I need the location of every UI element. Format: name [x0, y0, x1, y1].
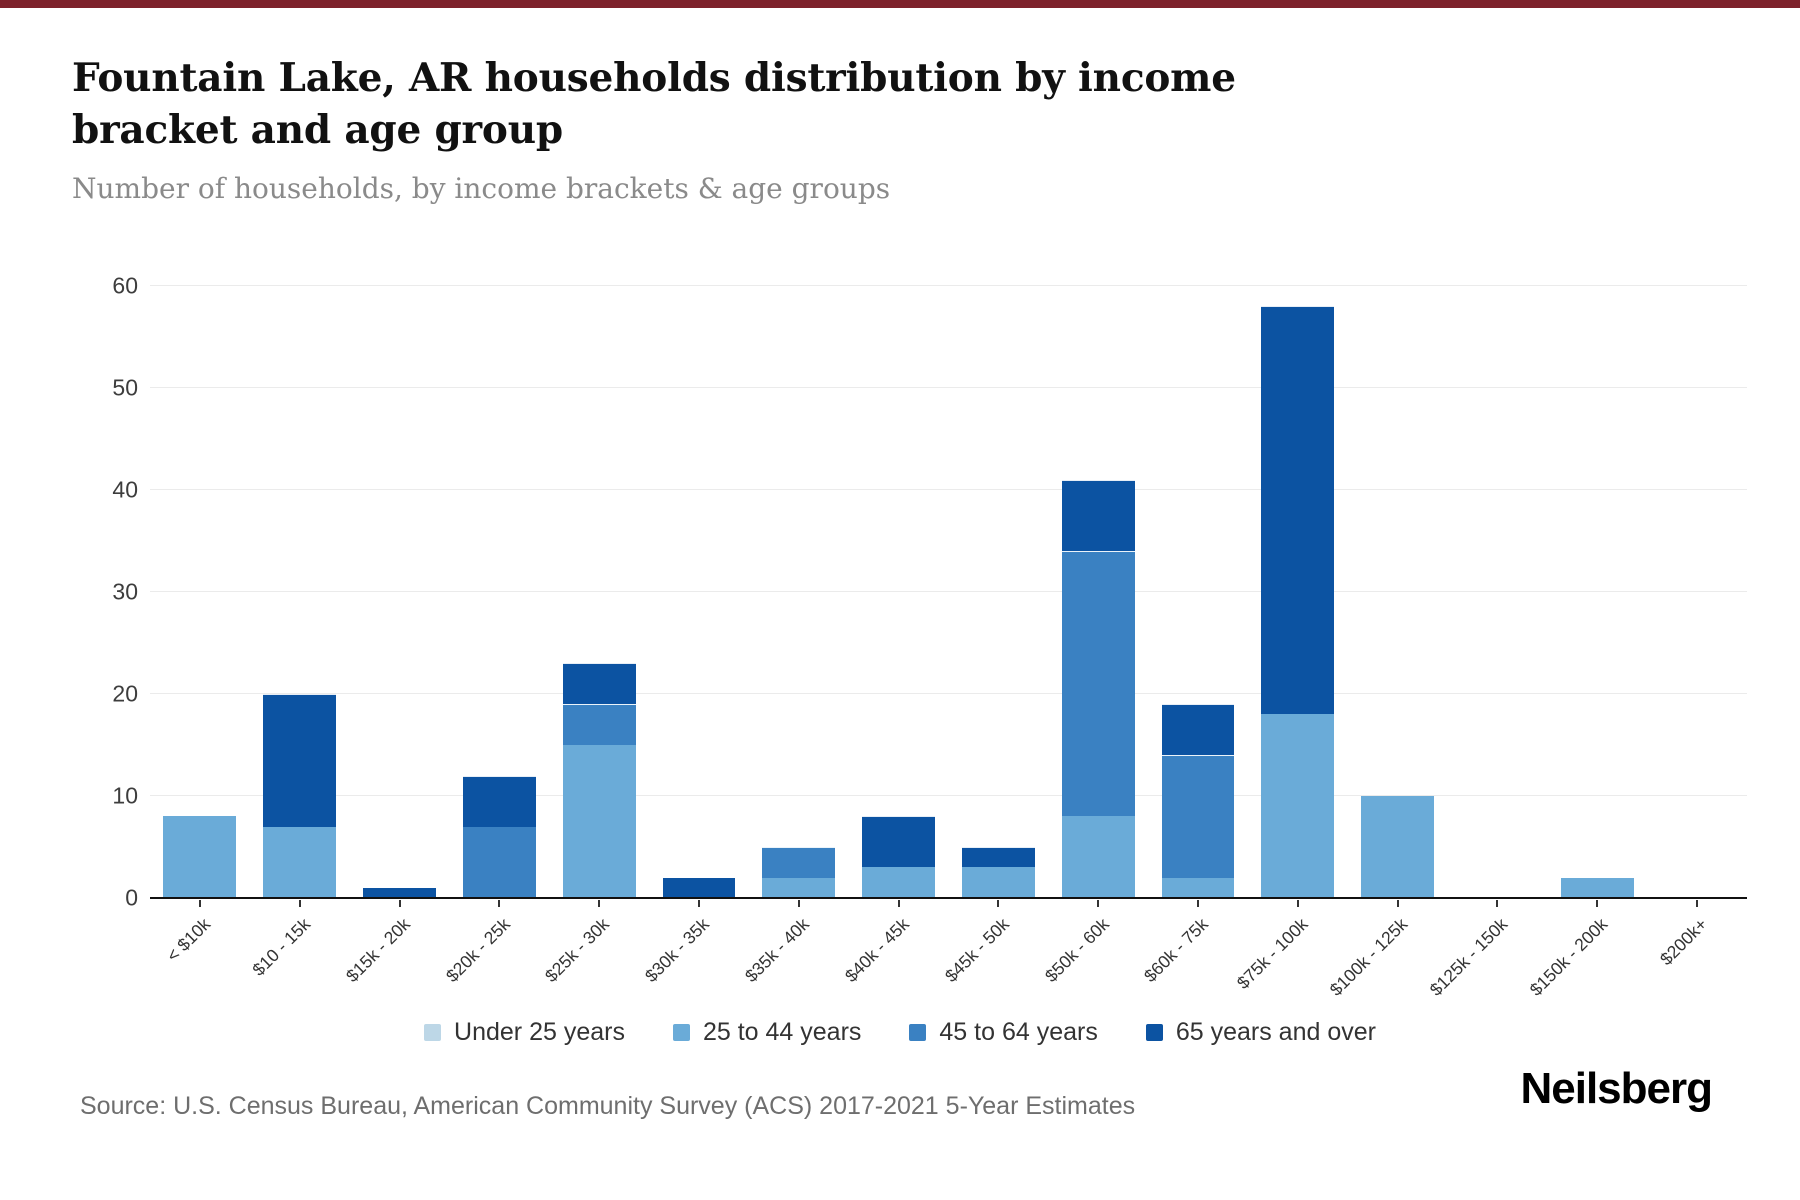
bar-segment[interactable]: [563, 663, 636, 704]
bar-column: [641, 286, 749, 986]
x-axis-tick: [299, 900, 301, 907]
legend-swatch: [673, 1024, 690, 1041]
legend-swatch: [909, 1024, 926, 1041]
legend-item[interactable]: [424, 1018, 625, 1047]
bar-segment[interactable]: [962, 847, 1035, 867]
legend-label: Under 25 years: [454, 1018, 625, 1046]
bar-segment[interactable]: [762, 878, 835, 898]
bar-column: [1647, 286, 1747, 970]
x-axis-tick-label: $150k - 200k: [1525, 914, 1612, 1000]
stacked-bar[interactable]: [463, 286, 536, 898]
bar-segment[interactable]: [263, 694, 336, 827]
x-axis-tick-label: $20k - 25k: [441, 914, 514, 986]
stacked-bar[interactable]: [1261, 286, 1334, 898]
x-axis-tick-label: $100k - 125k: [1326, 914, 1412, 1000]
bar-column: [1140, 286, 1248, 986]
bar-segment[interactable]: [1162, 704, 1235, 755]
stacked-bar[interactable]: [862, 286, 935, 898]
x-axis-tick-label: < $10k: [162, 914, 215, 966]
x-axis-tick-label: $50k - 60k: [1040, 914, 1113, 986]
y-axis-tick-label: 20: [112, 680, 138, 707]
x-axis-tick-label: $75k - 100k: [1233, 914, 1312, 993]
x-axis-tick-label: $35k - 40k: [740, 914, 813, 986]
bar-segment[interactable]: [862, 867, 935, 898]
x-axis-tick-label: $200k+: [1656, 914, 1712, 970]
x-axis-tick-label: $125k - 150k: [1425, 914, 1512, 1000]
top-accent-bar: [0, 0, 1800, 8]
bar-segment[interactable]: [1162, 755, 1235, 877]
x-axis-tick-label: $25k - 30k: [541, 914, 614, 986]
bar-column: [441, 286, 549, 986]
x-axis-tick: [997, 900, 999, 907]
x-axis-tick: [1297, 900, 1299, 907]
source-note: Source: U.S. Census Bureau, American Community Survey (ACS) 2017-2021 5-Year Estimates: [80, 1092, 1136, 1120]
x-axis-tick-label: $40k - 45k: [840, 914, 913, 986]
stacked-bar[interactable]: [163, 286, 236, 898]
bar-column: [840, 286, 949, 986]
bar-segment[interactable]: [762, 847, 835, 878]
chart-legend: [0, 1018, 1800, 1047]
bar-segment[interactable]: [1561, 878, 1634, 898]
legend-swatch: [1146, 1024, 1163, 1041]
stacked-bar[interactable]: [1561, 286, 1634, 898]
chart-title: Fountain Lake, AR households distribution by income bracket and age group: [72, 55, 1236, 154]
x-axis-tick: [1097, 900, 1099, 907]
x-axis-tick: [199, 900, 201, 907]
y-axis-tick-label: 60: [112, 272, 138, 299]
bar-column: [341, 286, 450, 986]
legend-label: 25 to 44 years: [702, 1018, 862, 1046]
bar-segment[interactable]: [163, 816, 236, 898]
y-axis-tick-label: 10: [112, 782, 138, 809]
bar-column: [1233, 286, 1348, 993]
bar-segment[interactable]: [1062, 480, 1135, 551]
stacked-bar[interactable]: [1461, 286, 1534, 898]
bar-column: [1525, 286, 1647, 1000]
x-axis-tick-label: $15k - 20k: [341, 914, 414, 986]
legend-label: 65 years and over: [1175, 1018, 1376, 1046]
stacked-bar[interactable]: [1162, 286, 1235, 898]
x-axis-tick: [1696, 900, 1698, 907]
bar-segment[interactable]: [1062, 816, 1135, 898]
bar-segment[interactable]: [1261, 306, 1334, 714]
stacked-bar[interactable]: [1062, 286, 1135, 898]
x-axis-line: [150, 897, 1747, 899]
brand-logo: Neilsberg: [1520, 1064, 1712, 1113]
bar-column: [150, 286, 250, 966]
y-axis-tick-label: 50: [112, 374, 138, 401]
stacked-bar[interactable]: [1361, 286, 1434, 898]
x-axis-tick-label: $10 - 15k: [248, 914, 314, 980]
chart-plot-area: [112, 272, 1747, 1000]
bar-column: [1326, 286, 1448, 1000]
bar-segment[interactable]: [1361, 796, 1434, 898]
legend-swatch: [424, 1024, 441, 1041]
stacked-bar[interactable]: [1661, 286, 1734, 898]
chart-subtitle: Number of households, by income brackets & age groups: [72, 172, 891, 205]
bar-segment[interactable]: [463, 827, 536, 898]
bar-column: [1040, 286, 1148, 986]
stacked-bar[interactable]: [962, 286, 1035, 898]
x-axis-tick-label: $60k - 75k: [1140, 914, 1213, 986]
bar-segment[interactable]: [962, 867, 1035, 898]
x-axis-tick: [1397, 900, 1399, 907]
bar-segment[interactable]: [563, 745, 636, 898]
legend-label: 45 to 64 years: [939, 1018, 1098, 1046]
bar-column: [740, 286, 849, 986]
legend-item[interactable]: [673, 1018, 861, 1047]
legend-item[interactable]: [909, 1018, 1097, 1047]
x-axis-tick-label: $30k - 35k: [641, 914, 714, 986]
bar-segment[interactable]: [1062, 551, 1135, 816]
x-axis-tick: [1197, 900, 1199, 907]
bar-segment[interactable]: [1261, 714, 1334, 898]
stacked-bar[interactable]: [363, 286, 436, 898]
bar-segment[interactable]: [1162, 878, 1235, 898]
x-axis-tick: [1496, 900, 1498, 907]
x-axis-tick: [598, 900, 600, 907]
bar-segment[interactable]: [463, 776, 536, 827]
y-axis-tick-label: 30: [112, 578, 138, 605]
bar-segment[interactable]: [663, 878, 736, 898]
bar-column: [541, 286, 649, 986]
x-axis-tick: [898, 900, 900, 907]
bar-segment[interactable]: [862, 816, 935, 867]
x-axis-tick-label: $45k - 50k: [940, 914, 1013, 986]
bar-segment[interactable]: [563, 704, 636, 745]
y-axis-tick-label: 0: [125, 884, 138, 911]
bar-segment[interactable]: [263, 827, 336, 898]
y-axis-tick-label: 40: [112, 476, 138, 503]
legend-item[interactable]: [1146, 1018, 1376, 1047]
x-axis-tick: [399, 900, 401, 907]
x-axis-tick: [698, 900, 700, 907]
x-axis-tick: [1596, 900, 1598, 907]
bar-column: [940, 286, 1049, 986]
x-axis-tick: [498, 900, 500, 907]
x-axis-tick: [798, 900, 800, 907]
stacked-bar[interactable]: [663, 286, 736, 898]
bar-column: [1425, 286, 1548, 1000]
stacked-bar[interactable]: [263, 286, 336, 898]
stacked-bar[interactable]: [762, 286, 835, 898]
bar-column: [248, 286, 350, 980]
bars-container: [150, 286, 1747, 1000]
stacked-bar[interactable]: [563, 286, 636, 898]
